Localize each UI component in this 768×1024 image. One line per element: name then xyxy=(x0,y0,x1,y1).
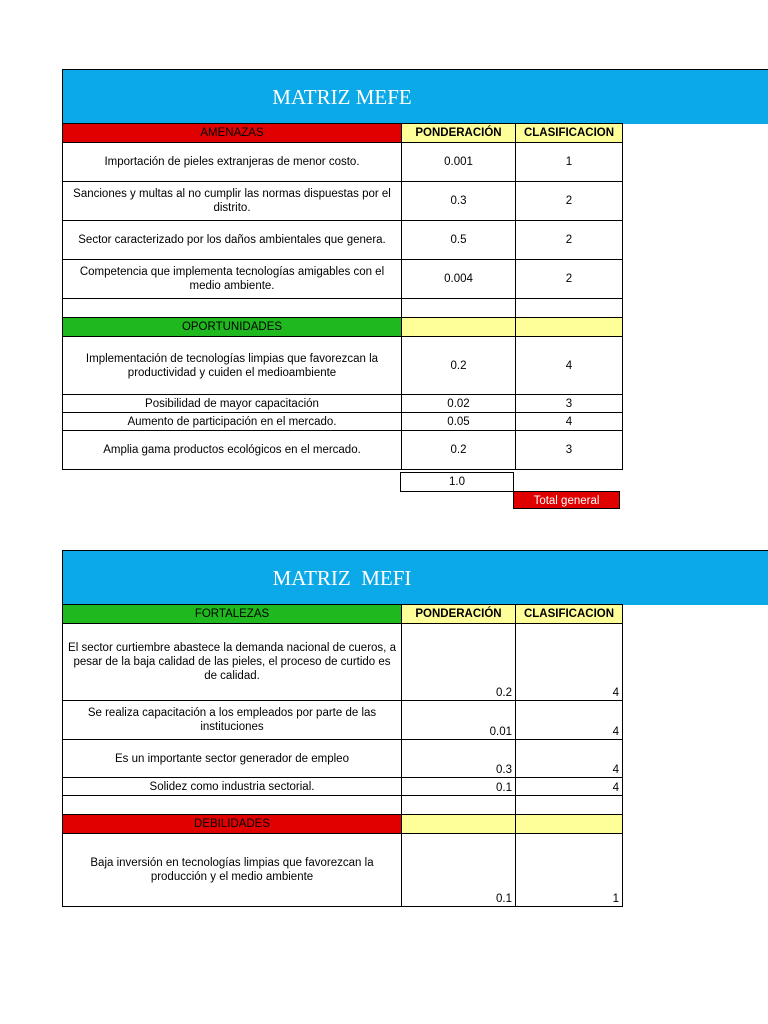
total-general-label: Total general xyxy=(513,491,620,509)
ponderacion-cell: 0.3 xyxy=(402,740,516,778)
clasificacion-header: CLASIFICACION xyxy=(516,605,623,624)
debilidades-header: DEBILIDADES xyxy=(63,815,402,834)
ponderacion-cell: 0.2 xyxy=(402,624,516,701)
table-row xyxy=(63,143,623,182)
ponderacion-cell: 0.001 xyxy=(402,143,516,182)
factor-cell: Aumento de participación en el mercado. xyxy=(63,413,402,431)
fortalezas-header: FORTALEZAS xyxy=(63,605,402,624)
table-row xyxy=(63,221,623,260)
clasificacion-cell: 3 xyxy=(516,431,623,470)
clasificacion-cell: 2 xyxy=(516,182,623,221)
table-row xyxy=(63,701,623,740)
clasificacion-cell: 3 xyxy=(516,395,623,413)
ponderacion-cell: 0.1 xyxy=(402,778,516,796)
total-value: 1.0 xyxy=(400,472,514,492)
clasificacion-cell: 2 xyxy=(516,260,623,299)
clasificacion-cell: 4 xyxy=(516,413,623,431)
debilidades-header-row xyxy=(63,815,623,834)
factor-cell: Posibilidad de mayor capacitación xyxy=(63,395,402,413)
ponderacion-cell: 0.01 xyxy=(402,701,516,740)
ponderacion-cell: 0.2 xyxy=(402,431,516,470)
factor-cell: Es un importante sector generador de empleo xyxy=(63,740,402,778)
table-row xyxy=(63,182,623,221)
ponderacion-cell: 0.004 xyxy=(402,260,516,299)
clasificacion-cell: 1 xyxy=(516,143,623,182)
clasificacion-cell: 1 xyxy=(516,834,623,907)
factor-cell: Sanciones y multas al no cumplir las normas dispuestas por el distrito. xyxy=(63,182,402,221)
mefe-title: MATRIZ MEFE xyxy=(272,84,412,109)
table-row xyxy=(63,431,623,470)
factor-cell: Amplia gama productos ecológicos en el mercado. xyxy=(63,431,402,470)
table-row xyxy=(63,260,623,299)
factor-cell: Sector caracterizado por los daños ambientales que genera. xyxy=(63,221,402,260)
mefi-title-banner xyxy=(62,550,768,605)
clasificacion-cell: 2 xyxy=(516,221,623,260)
mefi-table xyxy=(62,604,623,907)
ponderacion-cell: 0.02 xyxy=(402,395,516,413)
ponderacion-cell: 0.1 xyxy=(402,834,516,907)
clasificacion-cell: 4 xyxy=(516,701,623,740)
clasificacion-cell: 4 xyxy=(516,740,623,778)
ponderacion-cell: 0.2 xyxy=(402,337,516,395)
clasificacion-cell: 4 xyxy=(516,337,623,395)
factor-cell: Importación de pieles extranjeras de menor costo. xyxy=(63,143,402,182)
empty-row xyxy=(63,796,623,815)
factor-cell: El sector curtiembre abastece la demanda nacional de cueros, a pesar de la baja calidad de las pieles, el proceso de curtido es de calidad. xyxy=(63,624,402,701)
table-row xyxy=(63,778,623,796)
factor-cell: Baja inversión en tecnologías limpias que favorezcan la producción y el medio ambiente xyxy=(63,834,402,907)
table-row xyxy=(63,624,623,701)
clasificacion-cell: 4 xyxy=(516,624,623,701)
factor-cell: Competencia que implementa tecnologías amigables con el medio ambiente. xyxy=(63,260,402,299)
amenazas-header: AMENAZAS xyxy=(63,124,402,143)
table-row xyxy=(63,395,623,413)
table-row xyxy=(63,337,623,395)
oportunidades-header: OPORTUNIDADES xyxy=(63,318,402,337)
factor-cell: Solidez como industria sectorial. xyxy=(63,778,402,796)
factor-cell: Se realiza capacitación a los empleados por parte de las instituciones xyxy=(63,701,402,740)
table-row xyxy=(63,834,623,907)
clasificacion-cell: 4 xyxy=(516,778,623,796)
ponderacion-cell: 0.5 xyxy=(402,221,516,260)
table-row xyxy=(63,740,623,778)
table-row xyxy=(63,413,623,431)
ponderacion-cell: 0.05 xyxy=(402,413,516,431)
ponderacion-header: PONDERACIÓN xyxy=(402,124,516,143)
ponderacion-header: PONDERACIÓN xyxy=(402,605,516,624)
mefe-title-banner xyxy=(62,69,768,124)
mefe-table xyxy=(62,123,623,470)
empty-row xyxy=(63,299,623,318)
factor-cell: Implementación de tecnologías limpias que favorezcan la productividad y cuiden el medioambiente xyxy=(63,337,402,395)
clasificacion-header: CLASIFICACION xyxy=(516,124,623,143)
ponderacion-cell: 0.3 xyxy=(402,182,516,221)
mefi-title: MATRIZ MEFI xyxy=(272,565,412,590)
oportunidades-header-row xyxy=(63,318,623,337)
